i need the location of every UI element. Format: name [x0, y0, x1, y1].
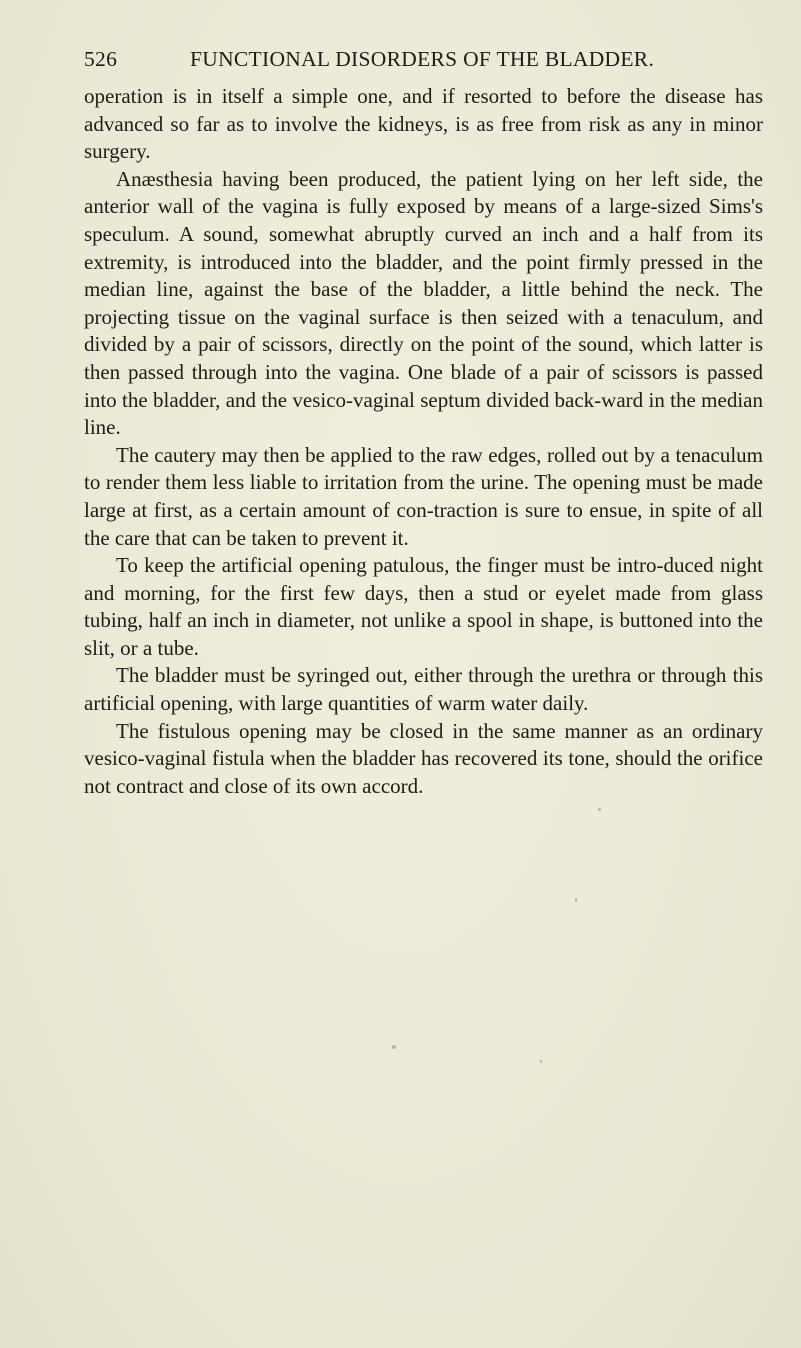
paragraph-syringe: The bladder must be syringed out, either through the urethra or through this artificial opening, with large quantities of warm water daily. — [84, 663, 763, 716]
body-text — [84, 83, 763, 800]
running-title: FUNCTIONAL DISORDERS OF THE BLADDER. — [190, 47, 655, 71]
page-number: 526 — [84, 47, 118, 71]
paper-speck — [392, 1045, 396, 1049]
paragraph-cautery: The cautery may then be applied to the raw edges, rolled out by a tenaculum to render them less liable to irritation from the urine. The opening must be made large at first, as a certain amount of con-traction is sure to ensue, in spite of all the care that can be taken to prevent it. — [84, 442, 763, 550]
paragraph-continuation: operation is in itself a simple one, and if resorted to before the disease has advanced so far as to involve the kidneys, is as free from risk as any in minor surgery. — [84, 84, 763, 164]
page-header — [84, 44, 764, 74]
paper-speck — [540, 1060, 542, 1063]
paragraph-artificial-opening: To keep the artificial opening patulous, the finger must be intro-duced night and morning, for the first few days, then a stud or eyelet made from glass tubing, half an inch in diameter, not unlike a spool in shape, is buttoned into the slit, or a tube. — [84, 553, 763, 660]
paper-speck — [598, 808, 601, 811]
paper-speck — [575, 898, 577, 902]
paragraph-fistulous-opening: The fistulous opening may be closed in the same manner as an ordinary vesico-vaginal fistula when the bladder has recovered its tone, should the orifice not contract and close of its own accord. — [84, 718, 763, 798]
paragraph-anaesthesia: Anæsthesia having been produced, the patient lying on her left side, the anterior wall of the vagina is fully exposed by means of a large-sized Sims's speculum. A sound, somewhat abruptly curved an inch and a half from its extremity, is introduced into the bladder, and the point firmly pressed in the median line, against the base of the bladder, a little behind the neck. The projecting tissue on the vaginal surface is then seized with a tenaculum, and divided by a pair of scissors, directly on the point of the sound, which latter is then passed through into the vagina. One blade of a pair of scissors is passed into the bladder, and the vesico-vaginal septum divided back-ward in the median line. — [84, 166, 763, 440]
